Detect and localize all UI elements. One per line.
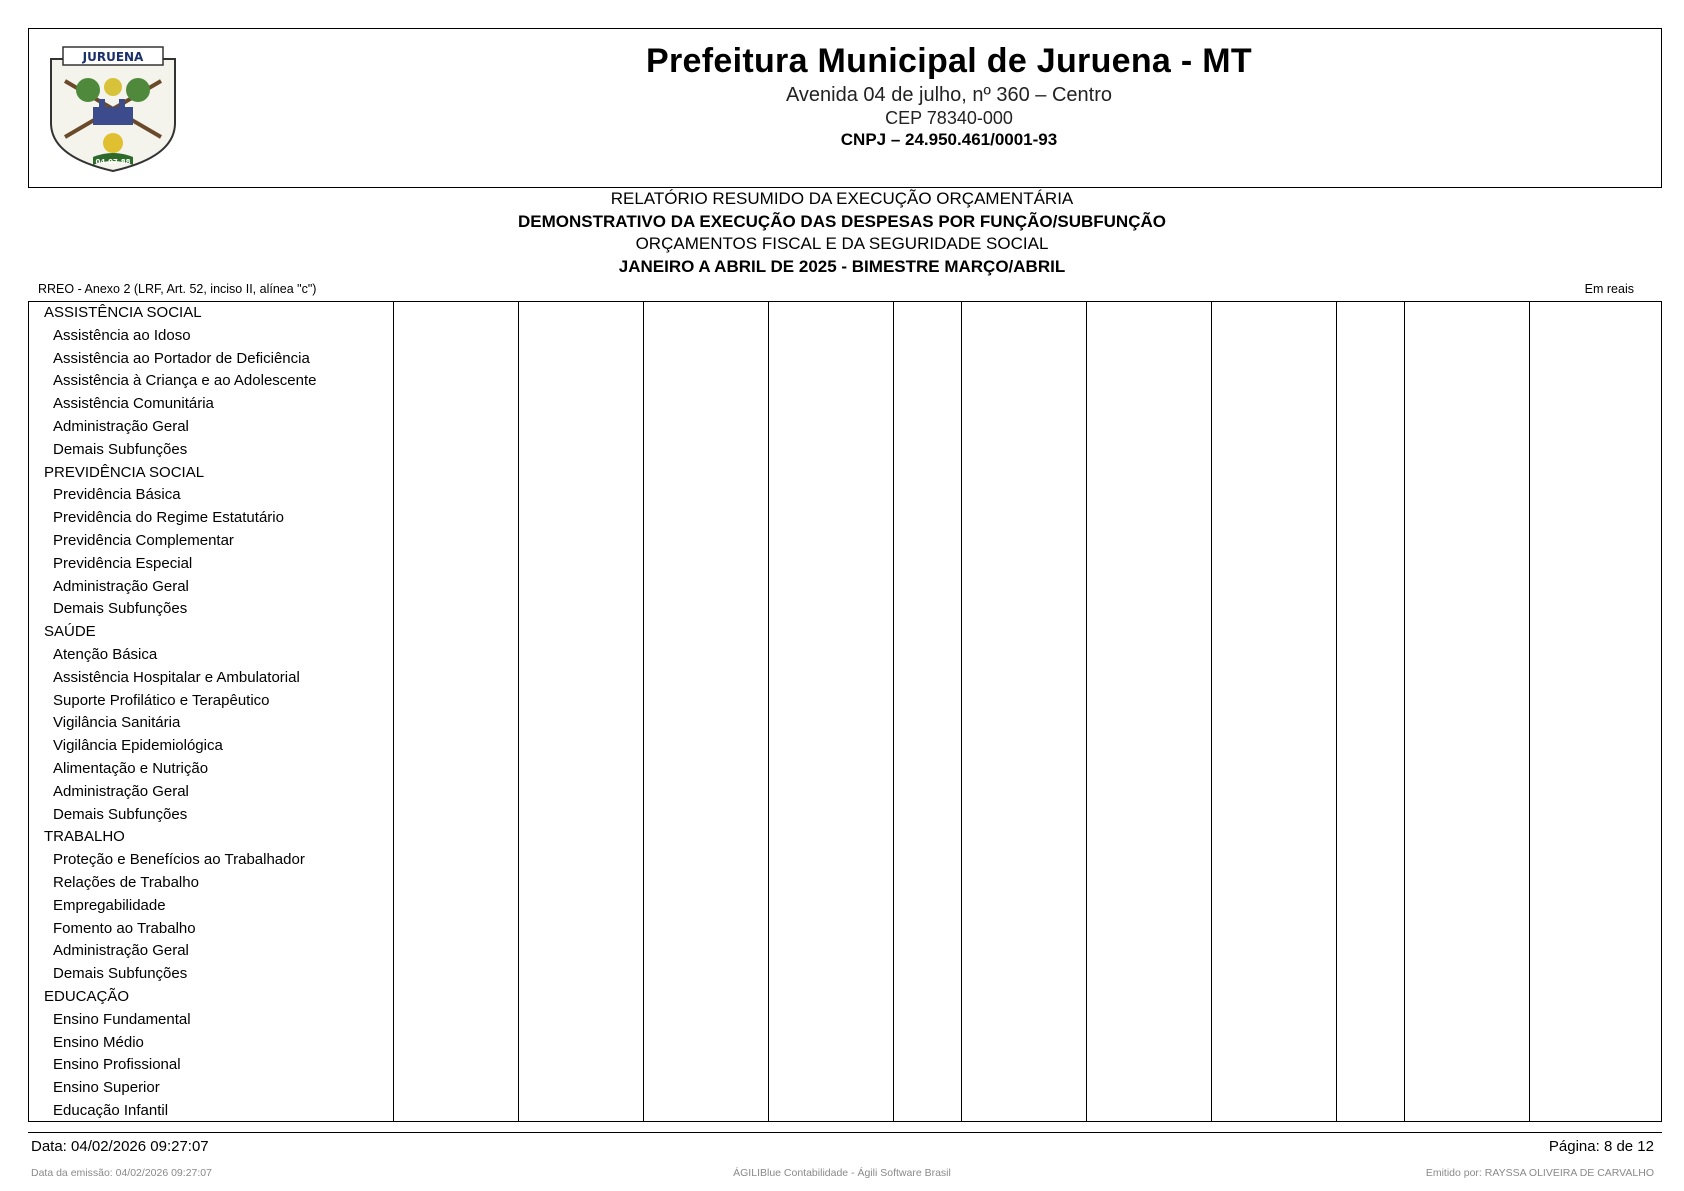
subfunction-row: Educação Infantil	[53, 1101, 169, 1119]
organization-address: Avenida 04 de julho, nº 360 – Centro	[785, 84, 1113, 106]
footer-divider	[28, 1132, 1662, 1133]
subfunction-row: Assistência ao Portador de Deficiência	[53, 349, 310, 367]
subfunction-row: Proteção e Benefícios ao Trabalhador	[53, 851, 305, 869]
subfunction-row: Alimentação e Nutrição	[53, 759, 209, 777]
function-row: TRABALHO	[44, 828, 125, 846]
column-divider	[1211, 302, 1212, 1121]
organization-block	[569, 39, 1329, 151]
subfunction-row: Demais Subfunções	[53, 440, 188, 458]
subfunction-row: Previdência do Regime Estatutário	[53, 509, 284, 527]
table-rows	[29, 302, 389, 1123]
function-row: PREVIDÊNCIA SOCIAL	[44, 463, 205, 481]
subfunction-row: Demais Subfunções	[53, 965, 188, 983]
subfunction-row: Ensino Fundamental	[53, 1010, 191, 1028]
column-divider	[961, 302, 962, 1121]
subfunction-row: Assistência Comunitária	[53, 395, 214, 413]
municipal-coat-of-arms-logo	[43, 45, 183, 175]
subfunction-row: Administração Geral	[53, 417, 189, 435]
annex-row	[38, 282, 1634, 298]
column-divider	[893, 302, 894, 1121]
function-row: EDUCAÇÃO	[44, 987, 130, 1005]
subfunction-row: Vigilância Epidemiológica	[53, 737, 223, 755]
subfunction-row: Previdência Especial	[53, 554, 193, 572]
subfunction-row: Administração Geral	[53, 577, 189, 595]
subfunction-row: Suporte Profilático e Terapêutico	[53, 691, 270, 709]
subfunction-row: Previdência Básica	[53, 486, 181, 504]
report-title-1: RELATÓRIO RESUMIDO DA EXECUÇÃO ORÇAMENTÁRIA	[610, 189, 1074, 208]
column-divider	[768, 302, 769, 1121]
subfunction-row: Administração Geral	[53, 782, 189, 800]
header-box	[28, 28, 1662, 188]
column-divider	[393, 302, 394, 1121]
subfunction-row: Demais Subfunções	[53, 600, 188, 618]
subfunction-row: Ensino Profissional	[53, 1056, 181, 1074]
column-divider	[1529, 302, 1530, 1121]
subfunction-row: Previdência Complementar	[53, 531, 234, 549]
report-titles	[0, 188, 1684, 278]
function-row: ASSISTÊNCIA SOCIAL	[44, 304, 202, 321]
subfunction-row: Assistência à Criança e ao Adolescente	[53, 372, 317, 390]
emitted-by: Emitido por: RAYSSA OLIVEIRA DE CARVALHO	[1425, 1167, 1654, 1179]
software-credit: ÁGILIBlue Contabilidade - Ágili Software Brasil	[733, 1167, 951, 1179]
report-title-2: DEMONSTRATIVO DA EXECUÇÃO DAS DESPESAS POR FUNÇÃO/SUBFUNÇÃO	[518, 211, 1166, 231]
expense-table	[28, 301, 1662, 1122]
subfunction-row: Assistência Hospitalar e Ambulatorial	[53, 668, 300, 686]
column-divider	[1404, 302, 1405, 1121]
column-divider	[1086, 302, 1087, 1121]
column-divider	[518, 302, 519, 1121]
organization-name: Prefeitura Municipal de Juruena - MT	[646, 42, 1252, 80]
column-divider	[1336, 302, 1337, 1121]
subfunction-row: Atenção Básica	[53, 645, 158, 663]
svg-text:04-07-88: 04-07-88	[95, 158, 131, 166]
subfunction-row: Vigilância Sanitária	[53, 714, 181, 732]
annex-reference: RREO - Anexo 2 (LRF, Art. 52, inciso II, alínea "c")	[38, 282, 317, 296]
subfunction-row: Demais Subfunções	[53, 805, 188, 823]
report-period: JANEIRO A ABRIL DE 2025 - BIMESTRE MARÇO/ABRIL	[618, 256, 1066, 276]
organization-cnpj: CNPJ – 24.950.461/0001-93	[840, 130, 1058, 149]
svg-text:JURUENA: JURUENA	[82, 50, 144, 64]
subfunction-row: Relações de Trabalho	[53, 873, 199, 891]
subfunction-row: Administração Geral	[53, 942, 189, 960]
subfunction-row: Ensino Médio	[53, 1033, 144, 1051]
emission-date: Data da emissão: 04/02/2026 09:27:07	[31, 1167, 212, 1179]
subfunction-row: Ensino Superior	[53, 1079, 160, 1097]
column-divider	[643, 302, 644, 1121]
organization-cep: CEP 78340-000	[885, 108, 1013, 128]
subfunction-row: Assistência ao Idoso	[53, 326, 191, 344]
function-row: SAÚDE	[44, 623, 96, 641]
report-title-3: ORÇAMENTOS FISCAL E DA SEGURIDADE SOCIAL	[635, 234, 1049, 253]
page-number: Página: 8 de 12	[1548, 1138, 1654, 1155]
subfunction-row: Empregabilidade	[53, 896, 166, 914]
subfunction-row: Fomento ao Trabalho	[53, 919, 196, 937]
currency-unit: Em reais	[1584, 282, 1634, 296]
footer-date: Data: 04/02/2026 09:27:07	[31, 1138, 209, 1155]
